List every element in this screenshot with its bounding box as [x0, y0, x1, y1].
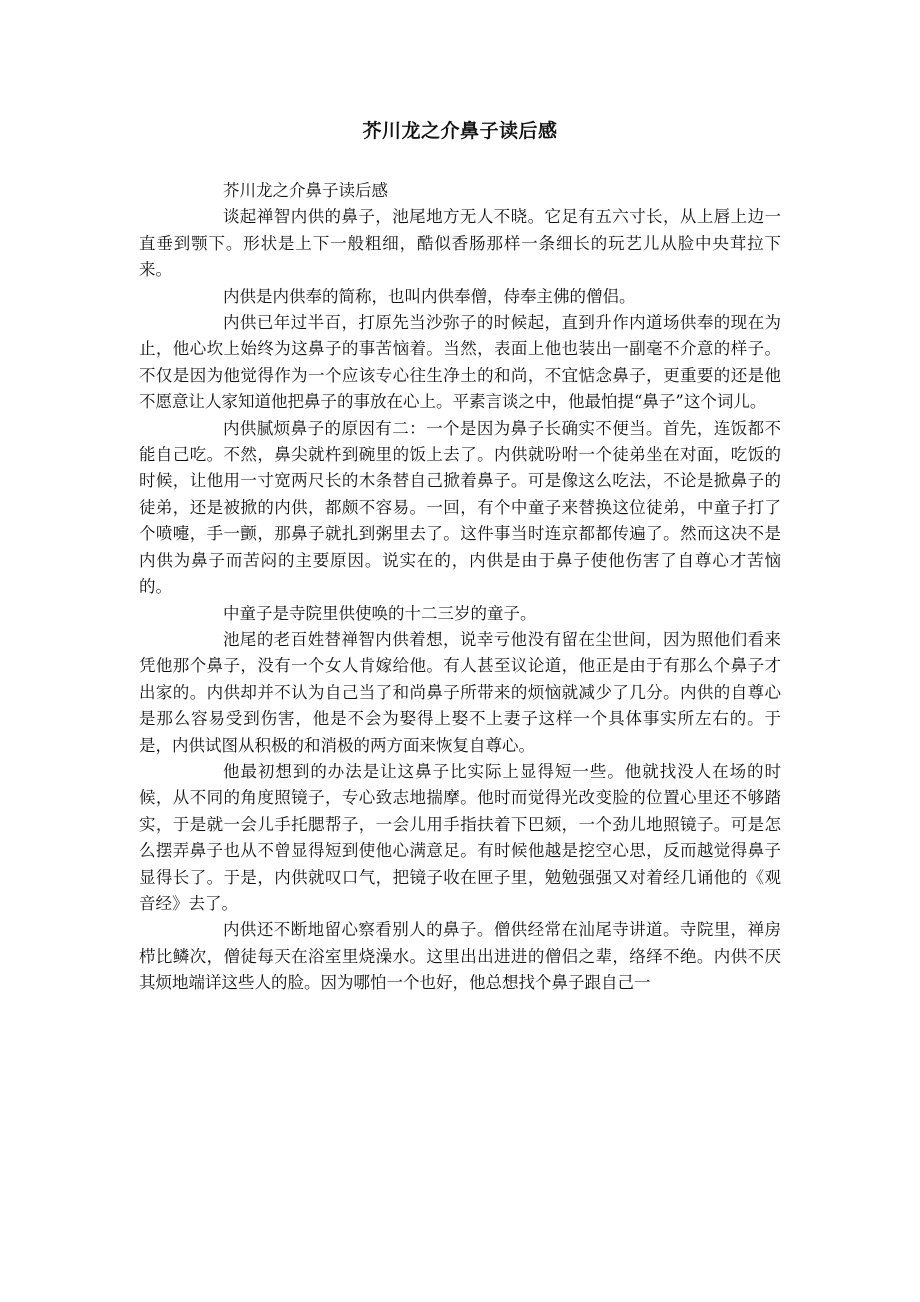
- paragraph: 内供已年过半百，打原先当沙弥子的时候起，直到升作内道场供奉的现在为止，他心坎上始终为这鼻子的事苦恼着。当然，表面上他也装出一副毫不介意的样子。不仅是因为他觉得作为一个应该专心往生净土的和尚，不宜惦念鼻子，更重要的还是他不愿意让人家知道他把鼻子的事放在心上。平素言谈之中，他最怕提“鼻子”这个词儿。: [139, 313, 781, 412]
- paragraph-subtitle: 芥川龙之介鼻子读后感: [223, 181, 388, 200]
- paragraph: 中童子是寺院里供使唤的十二三岁的童子。: [223, 603, 537, 623]
- document-title: 芥川龙之介鼻子读后感: [362, 120, 558, 142]
- paragraph: 内供还不断地留心察看别人的鼻子。僧供经常在汕尾寺讲道。寺院里，禅房栉比鳞次，僧徒每天在浴室里烧澡水。这里出出进进的僧侣之辈，络绎不绝。内供不厌其烦地端详这些人的脸。因为哪怕一个也好，他总想找个鼻子跟自己一: [139, 920, 781, 993]
- paragraph: 他最初想到的办法是让这鼻子比实际上显得短一些。他就找没人在场的时候，从不同的角度照镜子，专心致志地揣摩。他时而觉得光改变脸的位置心里还不够踏实，于是就一会儿手托腮帮子，一会儿用手指扶着下巴颏，一个劲儿地照镜子。可是怎么摆弄鼻子也从不曾显得短到使他心满意足。有时候他越是挖空心思，反而越觉得鼻子显得长了。于是，内供就叹口气，把镜子收在匣子里，勉勉强强又对着经几诵他的《观音经》去了。: [139, 761, 781, 913]
- document-body: [139, 178, 781, 997]
- paragraph: 内供是内供奉的简称，也叫内供奉僧，侍奉主佛的僧侣。: [223, 286, 636, 306]
- paragraph: 内供腻烦鼻子的原因有二：一个是因为鼻子长确实不便当。首先，连饭都不能自己吃。不然，鼻尖就杵到碗里的饭上去了。内供就吩咐一个徒弟坐在对面，吃饭的时候，让他用一寸宽两尺长的木条替自己掀着鼻子。可是像这么吃法，不论是掀鼻子的徒弟，还是被掀的内供，都颇不容易。一回，有个中童子来替换这位徒弟，中童子打了个喷嚏，手一颤，那鼻子就扎到粥里去了。这件事当时连京都都传遍了。然而这决不是内供为鼻子而苦闷的主要原因。说实在的，内供是由于鼻子使他伤害了自尊心才苦恼的。: [139, 418, 781, 597]
- paragraph: 谈起禅智内供的鼻子，池尾地方无人不晓。它足有五六寸长，从上唇上边一直垂到颚下。形状是上下一般粗细，酷似香肠那样一条细长的玩艺儿从脸中央茸拉下来。: [139, 207, 781, 280]
- paragraph: 池尾的老百姓替禅智内供着想，说幸亏他没有留在尘世间，因为照他们看来凭他那个鼻子，没有一个女人肯嫁给他。有人甚至议论道，他正是由于有那么个鼻子才出家的。内供却并不认为自己当了和尚鼻子所带来的烦恼就减少了几分。内供的自尊心是那么容易受到伤害，他是不会为娶得上娶不上妻子这样一个具体事实所左右的。于是，内供试图从积极的和消极的两方面来恢复自尊心。: [139, 629, 781, 755]
